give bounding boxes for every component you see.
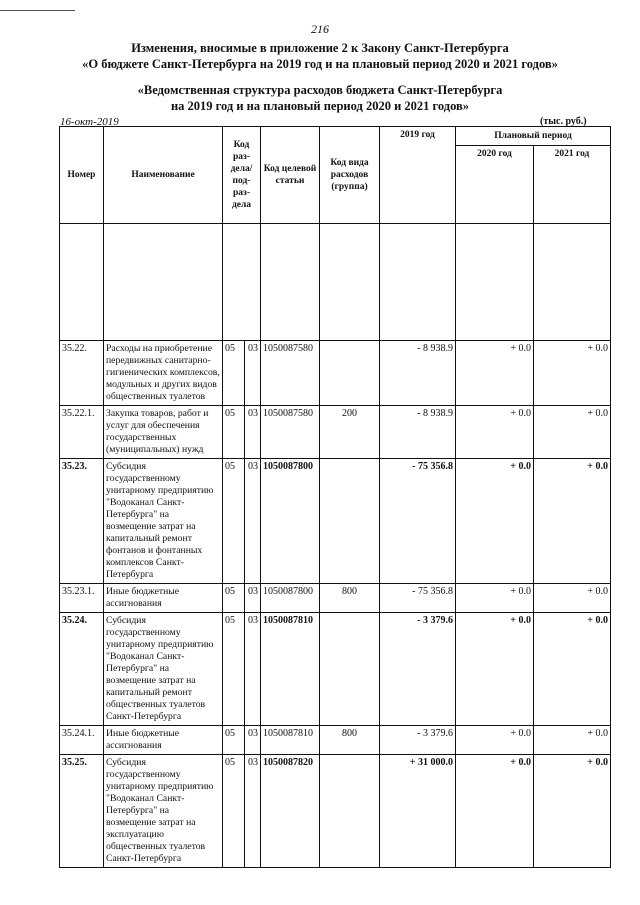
header-name: Наименование [104,127,223,224]
spacer-row [60,224,611,341]
cell-y2020: + 0.0 [456,755,534,868]
cell-razdel: 05 [223,726,245,755]
cell-y2019: - 75 356.8 [380,584,456,613]
cell-y2021: + 0.0 [534,726,611,755]
cell-name: Субсидия государственному унитарному предприятию "Водоканал Санкт-Петербурга" на возмещение затрат на эксплуатацию общественных туалетов Санкт-Петербурга [104,755,223,868]
cell-podrazdel: 03 [245,755,261,868]
cell-target: 1050087800 [261,459,320,584]
cell-target: 1050087800 [261,584,320,613]
cell-num: 35.24. [60,613,104,726]
cell-target: 1050087580 [261,406,320,459]
cell-name: Закупка товаров, работ и услуг для обеспечения государственных (муниципальных) нужд [104,406,223,459]
cell-y2019: - 75 356.8 [380,459,456,584]
header-2020: 2020 год [456,146,534,224]
header-number: Номер [60,127,104,224]
cell-num: 35.22. [60,341,104,406]
cell-name: Субсидия государственному унитарному предприятию "Водоканал Санкт-Петербурга" на возмещение затрат на капитальный ремонт фонтанов и фонтанных комплексов Санкт-Петербурга [104,459,223,584]
document-date: 16-окт-2019 [60,116,119,128]
document-title [0,40,640,72]
cell-vid [320,341,380,406]
cell-y2019: - 8 938.9 [380,341,456,406]
cell-podrazdel: 03 [245,726,261,755]
table-row [60,755,611,868]
cell-razdel: 05 [223,755,245,868]
header-razdel: Код раз-дела/ под-раз-дела [223,127,261,224]
title-line-2: «О бюджете Санкт-Петербурга на 2019 год и на плановый период 2020 и 2021 годов» [82,57,558,71]
cell-y2021: + 0.0 [534,613,611,726]
cell-podrazdel: 03 [245,341,261,406]
cell-name: Субсидия государственному унитарному предприятию "Водоканал Санкт-Петербурга" на возмещение затрат на капитальный ремонт общественных туалетов Санкт-Петербурга [104,613,223,726]
units-label: (тыс. руб.) [540,116,587,127]
cell-y2020: + 0.0 [456,406,534,459]
cell-razdel: 05 [223,584,245,613]
title-line-1: Изменения, вносимые в приложение 2 к Закону Санкт-Петербурга [131,41,509,55]
cell-name: Расходы на приобретение передвижных санитарно-гигиенических комплексов, модульных и других видов общественных туалетов [104,341,223,406]
cell-vid: 800 [320,584,380,613]
table-row [60,341,611,406]
cell-y2021: + 0.0 [534,584,611,613]
cell-name: Иные бюджетные ассигнования [104,726,223,755]
cell-target: 1050087820 [261,755,320,868]
cell-y2021: + 0.0 [534,755,611,868]
subtitle-line-1: «Ведомственная структура расходов бюджета Санкт-Петербурга [137,83,503,97]
cell-y2020: + 0.0 [456,613,534,726]
header-2021: 2021 год [534,146,611,224]
cell-y2020: + 0.0 [456,726,534,755]
cell-y2019: + 31 000.0 [380,755,456,868]
cell-target: 1050087580 [261,341,320,406]
cell-y2019: - 3 379.6 [380,613,456,726]
cell-target: 1050087810 [261,613,320,726]
header-vid: Код вида расходов (группа) [320,127,380,224]
cell-podrazdel: 03 [245,459,261,584]
header-planned: Плановый период [456,127,611,146]
cell-y2021: + 0.0 [534,406,611,459]
cell-y2020: + 0.0 [456,459,534,584]
table-row [60,584,611,613]
cell-vid [320,459,380,584]
cell-name: Иные бюджетные ассигнования [104,584,223,613]
table-row [60,406,611,459]
cell-num: 35.23. [60,459,104,584]
table-row [60,726,611,755]
cell-y2020: + 0.0 [456,584,534,613]
cell-razdel: 05 [223,459,245,584]
cell-vid [320,613,380,726]
header-2019: 2019 год [380,127,456,224]
header-target: Код целевой статьи [261,127,320,224]
table-row [60,459,611,584]
cell-num: 35.25. [60,755,104,868]
page-number: 216 [311,22,329,36]
table-row [60,613,611,726]
cell-y2021: + 0.0 [534,459,611,584]
top-rule [0,10,75,11]
cell-target: 1050087810 [261,726,320,755]
cell-num: 35.23.1. [60,584,104,613]
subtitle-line-2: на 2019 год и на плановый период 2020 и 2021 годов» [170,99,470,113]
cell-podrazdel: 03 [245,406,261,459]
cell-y2021: + 0.0 [534,341,611,406]
budget-table [59,126,611,868]
cell-podrazdel: 03 [245,584,261,613]
cell-podrazdel: 03 [245,613,261,726]
cell-y2019: - 8 938.9 [380,406,456,459]
cell-y2019: - 3 379.6 [380,726,456,755]
cell-razdel: 05 [223,406,245,459]
cell-num: 35.22.1. [60,406,104,459]
cell-vid: 200 [320,406,380,459]
cell-num: 35.24.1. [60,726,104,755]
cell-vid: 800 [320,726,380,755]
document-subtitle [0,82,640,114]
cell-razdel: 05 [223,341,245,406]
cell-vid [320,755,380,868]
cell-razdel: 05 [223,613,245,726]
cell-y2020: + 0.0 [456,341,534,406]
